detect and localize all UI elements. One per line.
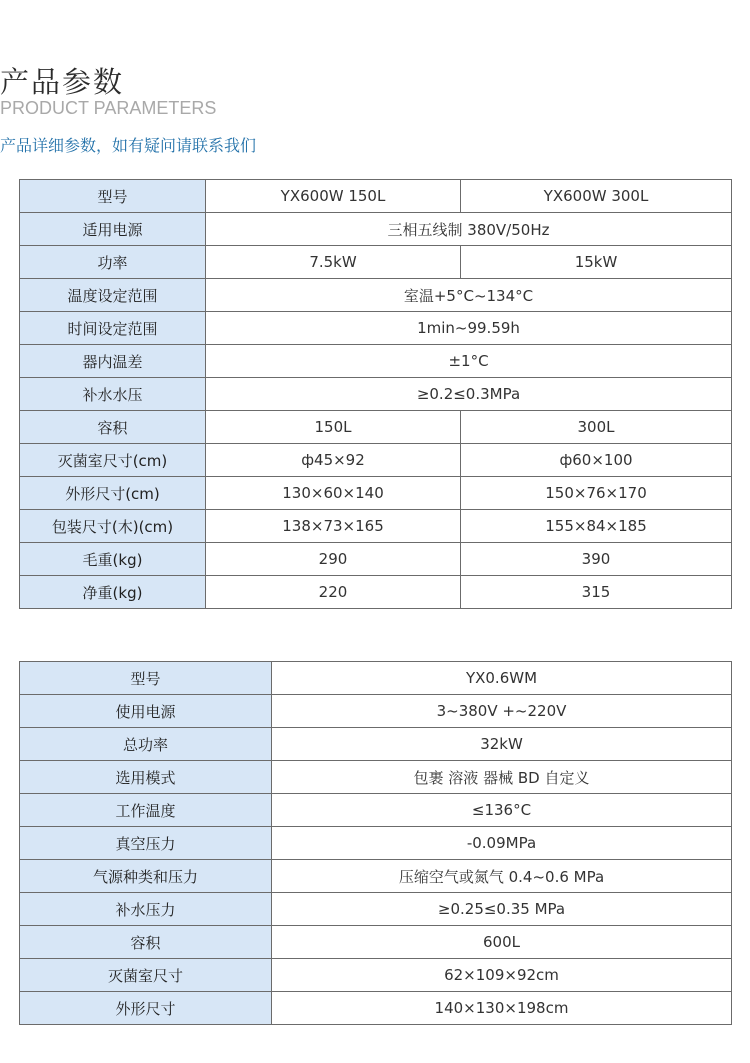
row-value: 130×60×140 xyxy=(206,477,461,510)
row-label: 总功率 xyxy=(20,728,272,761)
table-row xyxy=(20,477,732,510)
table-row xyxy=(20,992,732,1025)
row-label: 工作温度 xyxy=(20,794,272,827)
row-value: 压缩空气或氮气 0.4~0.6 MPa xyxy=(272,860,732,893)
row-value: 15kW xyxy=(461,246,732,279)
row-value: YX600W 150L xyxy=(206,180,461,213)
row-value: 室温+5°C~134°C xyxy=(206,279,732,312)
row-label: 外形尺寸 xyxy=(20,992,272,1025)
row-label: 型号 xyxy=(20,662,272,695)
table-row xyxy=(20,246,732,279)
row-label: 时间设定范围 xyxy=(20,312,206,345)
table-row xyxy=(20,180,732,213)
row-value: ф60×100 xyxy=(461,444,732,477)
row-label: 包装尺寸(木)(cm) xyxy=(20,510,206,543)
row-value: -0.09MPa xyxy=(272,827,732,860)
row-label: 功率 xyxy=(20,246,206,279)
row-label: 型号 xyxy=(20,180,206,213)
row-label: 使用电源 xyxy=(20,695,272,728)
table-row xyxy=(20,279,732,312)
row-value: 150L xyxy=(206,411,461,444)
row-value: 140×130×198cm xyxy=(272,992,732,1025)
row-value: 600L xyxy=(272,926,732,959)
table-row xyxy=(20,345,732,378)
table-row xyxy=(20,411,732,444)
table-row xyxy=(20,576,732,609)
row-label: 适用电源 xyxy=(20,213,206,246)
row-label: 灭菌室尺寸(cm) xyxy=(20,444,206,477)
row-value: 62×109×92cm xyxy=(272,959,732,992)
row-value: 3~380V +~220V xyxy=(272,695,732,728)
table-row xyxy=(20,662,732,695)
row-value: ф45×92 xyxy=(206,444,461,477)
row-value: 1min~99.59h xyxy=(206,312,732,345)
row-value: YX600W 300L xyxy=(461,180,732,213)
spec-table-yx600w xyxy=(19,179,732,609)
row-value: 7.5kW xyxy=(206,246,461,279)
table-row xyxy=(20,860,732,893)
row-value: 390 xyxy=(461,543,732,576)
table-row xyxy=(20,761,732,794)
row-value: 315 xyxy=(461,576,732,609)
table-row xyxy=(20,794,732,827)
row-label: 器内温差 xyxy=(20,345,206,378)
page-subtitle: 产品详细参数，如有疑问请联系我们 xyxy=(0,136,257,155)
row-value: 155×84×185 xyxy=(461,510,732,543)
table-row xyxy=(20,378,732,411)
page-title: 产品参数 xyxy=(0,65,125,99)
row-value: 150×76×170 xyxy=(461,477,732,510)
table-row xyxy=(20,312,732,345)
row-value: ≤136°C xyxy=(272,794,732,827)
table-row xyxy=(20,827,732,860)
table-row xyxy=(20,893,732,926)
row-label: 灭菌室尺寸 xyxy=(20,959,272,992)
row-value: ±1°C xyxy=(206,345,732,378)
row-value: 220 xyxy=(206,576,461,609)
table-row xyxy=(20,543,732,576)
row-value: YX0.6WM xyxy=(272,662,732,695)
row-label: 容积 xyxy=(20,411,206,444)
table-row xyxy=(20,926,732,959)
row-label: 毛重(kg) xyxy=(20,543,206,576)
row-value: 138×73×165 xyxy=(206,510,461,543)
table-row xyxy=(20,959,732,992)
row-value: ≥0.25≤0.35 MPa xyxy=(272,893,732,926)
row-label: 净重(kg) xyxy=(20,576,206,609)
table-row xyxy=(20,444,732,477)
row-value: 300L xyxy=(461,411,732,444)
row-label: 容积 xyxy=(20,926,272,959)
row-label: 补水压力 xyxy=(20,893,272,926)
page-title-english: PRODUCT PARAMETERS xyxy=(0,98,217,118)
row-label: 真空压力 xyxy=(20,827,272,860)
row-label: 补水水压 xyxy=(20,378,206,411)
table-row xyxy=(20,213,732,246)
spec-table-yx06wm xyxy=(19,661,732,1025)
row-value: 三相五线制 380V/50Hz xyxy=(206,213,732,246)
row-label: 温度设定范围 xyxy=(20,279,206,312)
table-row xyxy=(20,510,732,543)
row-value: 包裹 溶液 器械 BD 自定义 xyxy=(272,761,732,794)
row-value: 290 xyxy=(206,543,461,576)
row-value: 32kW xyxy=(272,728,732,761)
row-value: ≥0.2≤0.3MPa xyxy=(206,378,732,411)
row-label: 选用模式 xyxy=(20,761,272,794)
row-label: 气源种类和压力 xyxy=(20,860,272,893)
table-row xyxy=(20,728,732,761)
table-row xyxy=(20,695,732,728)
row-label: 外形尺寸(cm) xyxy=(20,477,206,510)
